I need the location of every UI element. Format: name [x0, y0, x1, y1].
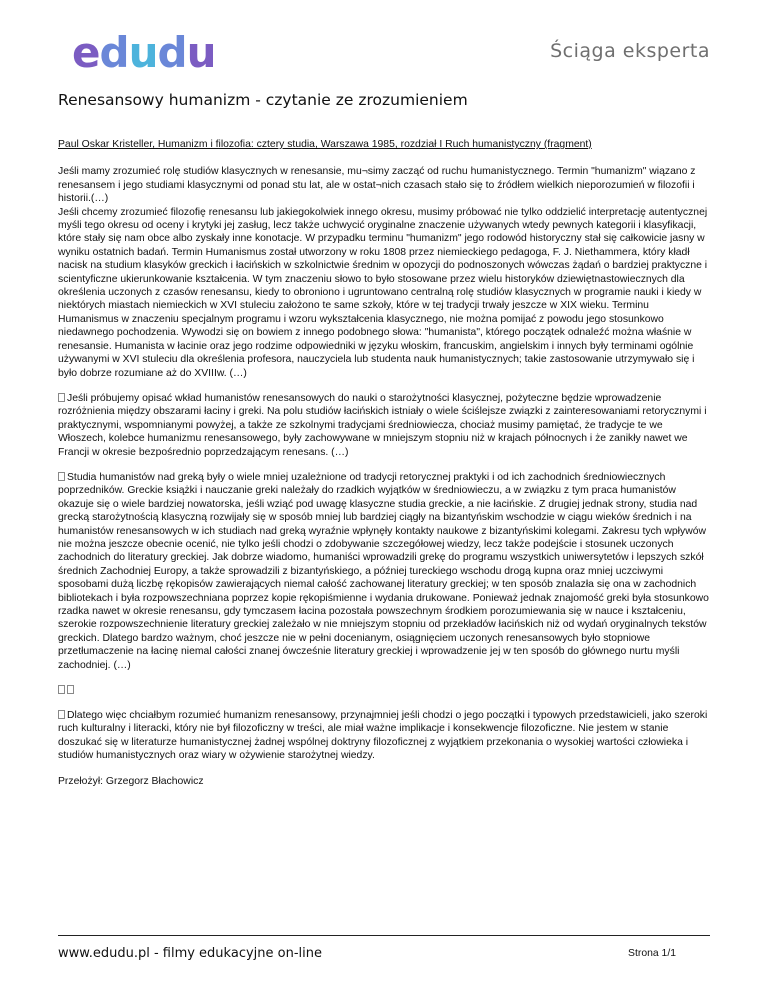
- document-body: [58, 138, 710, 800]
- paragraph-text: [58, 709, 710, 763]
- paragraph: [58, 392, 710, 459]
- missing-glyph-icon: [58, 685, 65, 694]
- translator-credit: Przełożył: Grzegorz Błachowicz: [58, 775, 204, 787]
- logo-wordmark: [72, 28, 215, 78]
- logo-letter: d: [157, 28, 187, 77]
- paragraph-text: Jeśli chcemy zrozumieć filozofię renesansu lub jakiegokolwiek innego okresu, musimy próbować nie tylko oddzielić interpretację autentycznej myśli tego okresu od oceny i krytyki jej zasług, lecz także uchwycić oryginalne znaczenie używanych wtedy pewnych kategorii i klasyfikacji, które stały się nam obce albo zyskały inne konotacje. W przypadku terminu "humanizm" jego rodowód historyczny stał się całkowicie jasny w wyniku ostatnich badań. Termin Humanismus został utworzony w roku 1808 przez niemieckiego pedagoga, F. J. Niethammera, który kładł nacisk na studium klasyków greckich i łacińskich w szkolnictwie średnim w opozycji do podnoszonych wówczas żądań o bardziej praktyczne i scientyficzne ukierunkowanie kształcenia. W tym znaczeniu słowo to było stosowane przez wielu historyków dziewiętnastowiecznych dla określenia uczonych z czasów renesansu, kiedy to obroniono i ugruntowano centralną rolę studiów klasycznych w programie nauki i kiedy w niektórych miastach niemieckich w XVI stuleciu założono te same szkoły, które w tej tradycji trwały jeszcze w XIX wieku. Terminu Humanismus w znaczeniu specjalnym programu i wzoru wykształcenia klasycznego, nie można pomijać z powodu jego stosunkowo niedawnego pochodzenia. Wywodzi się on bowiem z innego podobnego słowa: "humanista", którego początek odnaleźć można właśnie w renesansie. Humanista w łacinie oraz jego rodzime odpowiedniki w języku włoskim, francuskim, angielskim i innych były terminami ogólnie używanymi w XVI stuleciu dla określenia profesora, nauczyciela lub studenta nauk humanistycznych; takie zastosowanie utrzymywało się i było dobrze rozumiane aż do XVIIIw. (…): [58, 206, 708, 379]
- logo-letter: u: [128, 28, 158, 77]
- paragraph-text: [58, 392, 710, 459]
- missing-glyph-icon: [58, 472, 65, 481]
- logo-letter: e: [72, 28, 100, 77]
- source-citation: Paul Oskar Kristeller, Humanizm i filozofia: cztery studia, Warszawa 1985, rozdział I Ruch humanistyczny (fragment): [58, 139, 592, 150]
- glyph-separator: [58, 684, 710, 697]
- missing-glyph-icon: [67, 685, 74, 694]
- missing-glyph-icon: [58, 393, 65, 402]
- paragraph: [58, 471, 710, 672]
- footer-divider: [58, 935, 710, 936]
- paragraph-text: [58, 471, 710, 672]
- paragraph-text-content: Dlatego więc chciałbym rozumieć humanizm renesansowy, przynajmniej jeśli chodzi o jego początki i typowych przedstawicieli, jako szeroki ruch kulturalny i literacki, który nie był filozoficzny w treści, ale miał ważne implikacje i konsekwencje filozoficzne. Nie jestem w stanie doszukać się w literaturze humanistycznej żadnej wspólnej doktryny filozoficznej z wyjątkiem przekonania o wysokiej wartości człowieka i studiów humanistycznych oraz wiary w ożywienie starożytnej wiedzy.: [58, 710, 708, 762]
- footer-site-link[interactable]: www.edudu.pl - filmy edukacyjne on-line: [58, 946, 322, 961]
- tagline: Ściąga eksperta: [550, 40, 710, 62]
- document-title: Renesansowy humanizm - czytanie ze zrozumieniem: [58, 91, 468, 109]
- logo-letter: d: [99, 28, 129, 77]
- paragraph-text-content: Jeśli próbujemy opisać wkład humanistów renesansowych do nauki o starożytności klasycznej, pożyteczne będzie wprowadzenie rozróżnienia między obszarami łaciny i greki. Na polu studiów łacińskich istniały o wiele ściślejsze związki z zainteresowaniami retorycznymi i praktycznymi, wspomnianymi powyżej, a także ze szkolnymi tradycjami średniowiecza, chociaż musimy pamiętać, że tradycje te we Włoszech, kolebce humanizmu renesansowego, były zachowywane w mniejszym stopniu niż w krajach północnych i że zanikły nawet we Francji w okresie bezpośrednio poprzedzającym renesans. (…): [58, 392, 707, 458]
- page-number: Strona 1/1: [628, 948, 676, 959]
- paragraph: [58, 165, 710, 380]
- paragraph-text-content: Studia humanistów nad greką były o wiele mniej uzależnione od tradycji retorycznej praktyki i od ich zachodnich średniowiecznych poprzedników. Greckie książki i nauczanie greki należały do rzadkich wyjątków w średniowieczu, a w związku z tym praca humanistów okazuje się o wiele bardziej nowatorska, jeśli wziąć pod uwagę klasyczne studia greckie, a nie łacińskie. Z drugiej jednak strony, studia nad grecką starożytnością klasyczną rozwijały się w sposób mniej lub bardziej ciągły na bizantyńskim wschodzie w ciągu wieków średnich i na humanistów renesansowych w ich studiach nad greką wyraźnie wpłynęły kontakty naukowe z bizantyńskimi kolegami. Zakresu tych wpływów nie można jeszcze obecnie ocenić, nie tylko jeśli chodzi o zdobywanie szczegółowej wiedzy, lecz także podejście i stosunek uczonych zachodnich do literatury greckiej. Jak dobrze wiadomo, humaniści wprowadzili grekę do programu wszystkich uniwersytetów i lepszych szkół średnich Zachodniej Europy, a także sprowadzili z bizantyńskiego, a później tureckiego wschodu drogą kupna oraz mniej uczciwymi sposobami dużą liczbę rękopisów zawierających niemal całość zachowanej literatury greckiej; w ten sposób znalazła się ona w zachodnich bibliotekach i była rozpowszechniana poprzez kopie rękopiśmienne i wydania drukowane. Ponieważ jednak znajomość greki była stosunkowo rzadka nawet w okresie renesansu, gdy tymczasem łacina pozostała powszechnym środkiem porozumiewania się w nauce i kształceniu, szerokie rozpowszechnienie literatury greckiej zależało w nie mniejszym stopniu od przekładów łacińskich niż od wydań oryginalnych tekstów greckich. Dlatego bardzo ważnym, choć jeszcze nie w pełni docenianym, osiągnięciem uczonych renesansowych było stopniowe przetłumaczenie na łacinę niemal całości znanej ówcześnie literatury greckiej i wprowadzenie jej w ten sposób do głównego nurtu myśli zachodniej. (…): [58, 471, 709, 671]
- logo-letter: u: [186, 28, 216, 77]
- paragraph: [58, 709, 710, 763]
- edudu-logo[interactable]: [72, 28, 215, 78]
- paragraph-text: Jeśli mamy zrozumieć rolę studiów klasycznych w renesansie, mu¬simy zacząć od ruchu humanistycznego. Termin "humanizm" wiązano z renesansem i jego studiami klasycznymi od ponad stu lat, ale w ostat¬nich czasach stało się to źródłem wielkich nieporozumień w filozofii i historii.(…): [58, 166, 696, 205]
- missing-glyph-icon: [58, 710, 65, 719]
